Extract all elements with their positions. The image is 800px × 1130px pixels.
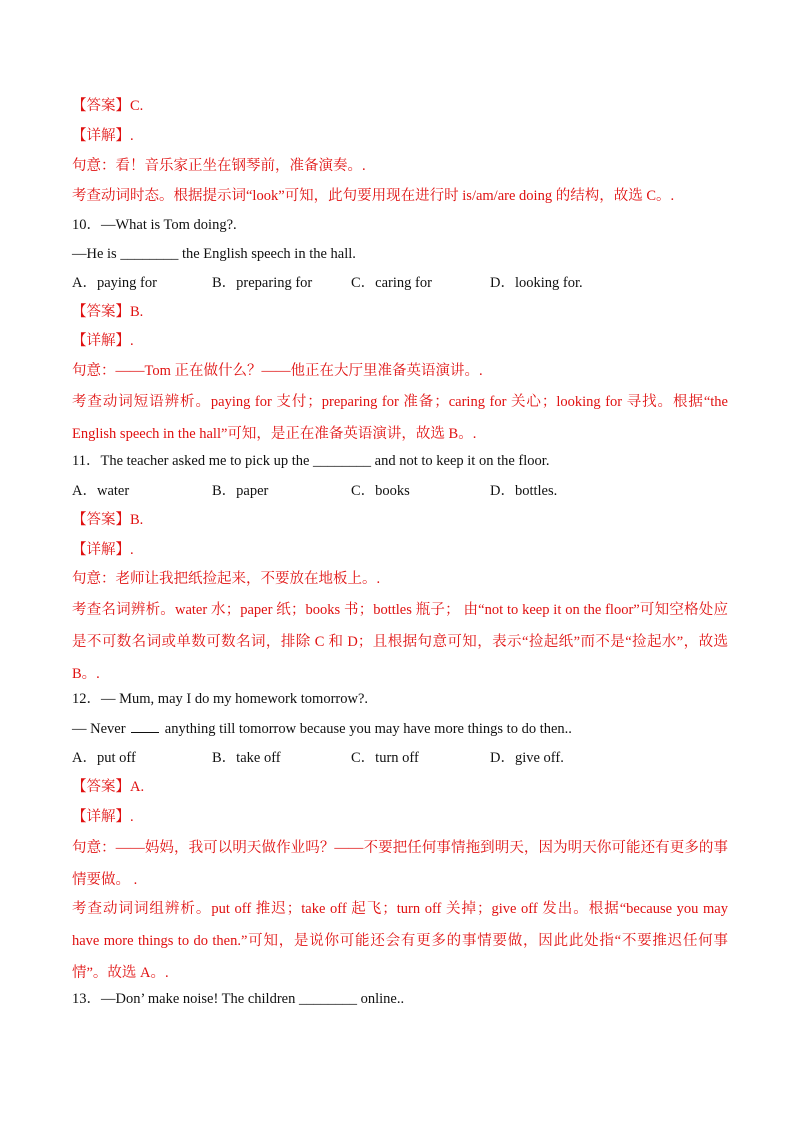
analysis-text: 考查动词短语辨析。paying for 支付；preparing for 准备；caring for 关心；looking for 寻找。根据“the English speech in the hall”可知，是正在准备英语演讲，故选 B。.	[72, 394, 728, 442]
question-13: 13．—Don’ make noise! The children ________ online..	[72, 991, 405, 1007]
answer-label: 【答案】A.	[72, 779, 145, 795]
option-d: D．bottles.	[490, 483, 558, 499]
answer-blank	[131, 720, 159, 733]
option-b: B．paper	[212, 483, 269, 499]
analysis-text: 考查动词时态。根据提示词“look”可知，此句要用现在进行时 is/am/are doing 的结构，故选 C。.	[72, 188, 675, 204]
option-c: C．caring for	[351, 275, 432, 291]
question-10: 10．—What is Tom doing?.	[72, 217, 237, 233]
option-a: A．water	[72, 483, 130, 499]
detail-label: 【详解】.	[72, 333, 134, 349]
reply-end: anything till tomorrow because you may have more things to do then..	[164, 721, 572, 737]
analysis-text: 考查动词词组辨析。put off 推迟；take off 起飞；turn off 关掉；give off 发出。根据“because you may have more things to do then.”可知，是说你可能还会有更多的事情要做，因此此处指“不要推迟任何事情”。故选 A。.	[72, 901, 728, 981]
question-11: 11．The teacher asked me to pick up the ________ and not to keep it on the floor.	[72, 453, 550, 469]
option-b: B．take off	[212, 750, 281, 766]
answer-label: 【答案】C.	[72, 98, 144, 114]
answer-label: 【答案】B.	[72, 512, 144, 528]
option-b: B．preparing for	[212, 275, 313, 291]
analysis-text: 考查名词辨析。water 水；paper 纸；books 书；bottles 瓶子； 由“not to keep it on the floor”可知空格处应是不可数名词或单数可数名词，排除 C 和 D；且根据句意可知，表示“捡起纸”而不是“捡起水”，故选 B。.	[72, 602, 728, 682]
option-c: C．books	[351, 483, 410, 499]
question-12: 12．— Mum, may I do my homework tomorrow?.	[72, 691, 369, 707]
option-c: C．turn off	[351, 750, 419, 766]
option-d: D．looking for.	[490, 275, 583, 291]
option-a: A．paying for	[72, 275, 157, 291]
question-12-reply	[72, 719, 572, 739]
sentence-meaning: 句意：——Tom 正在做什么？——他正在大厅里准备英语演讲。.	[72, 363, 483, 379]
detail-label: 【详解】.	[72, 809, 134, 825]
question-10-reply: —He is ________ the English speech in the hall.	[72, 246, 356, 262]
sentence-meaning: 句意：——妈妈，我可以明天做作业吗？——不要把任何事情拖到明天，因为明天你可能还有更多的事情要做。 .	[72, 840, 728, 888]
answer-label: 【答案】B.	[72, 304, 144, 320]
reply-start: — Never	[72, 721, 126, 737]
option-a: A．put off	[72, 750, 136, 766]
option-d: D．give off.	[490, 750, 564, 766]
sentence-meaning: 句意：看！音乐家正坐在钢琴前，准备演奏。.	[72, 158, 366, 174]
detail-label: 【详解】.	[72, 128, 134, 144]
sentence-meaning: 句意：老师让我把纸捡起来，不要放在地板上。.	[72, 571, 381, 587]
detail-label: 【详解】.	[72, 542, 134, 558]
